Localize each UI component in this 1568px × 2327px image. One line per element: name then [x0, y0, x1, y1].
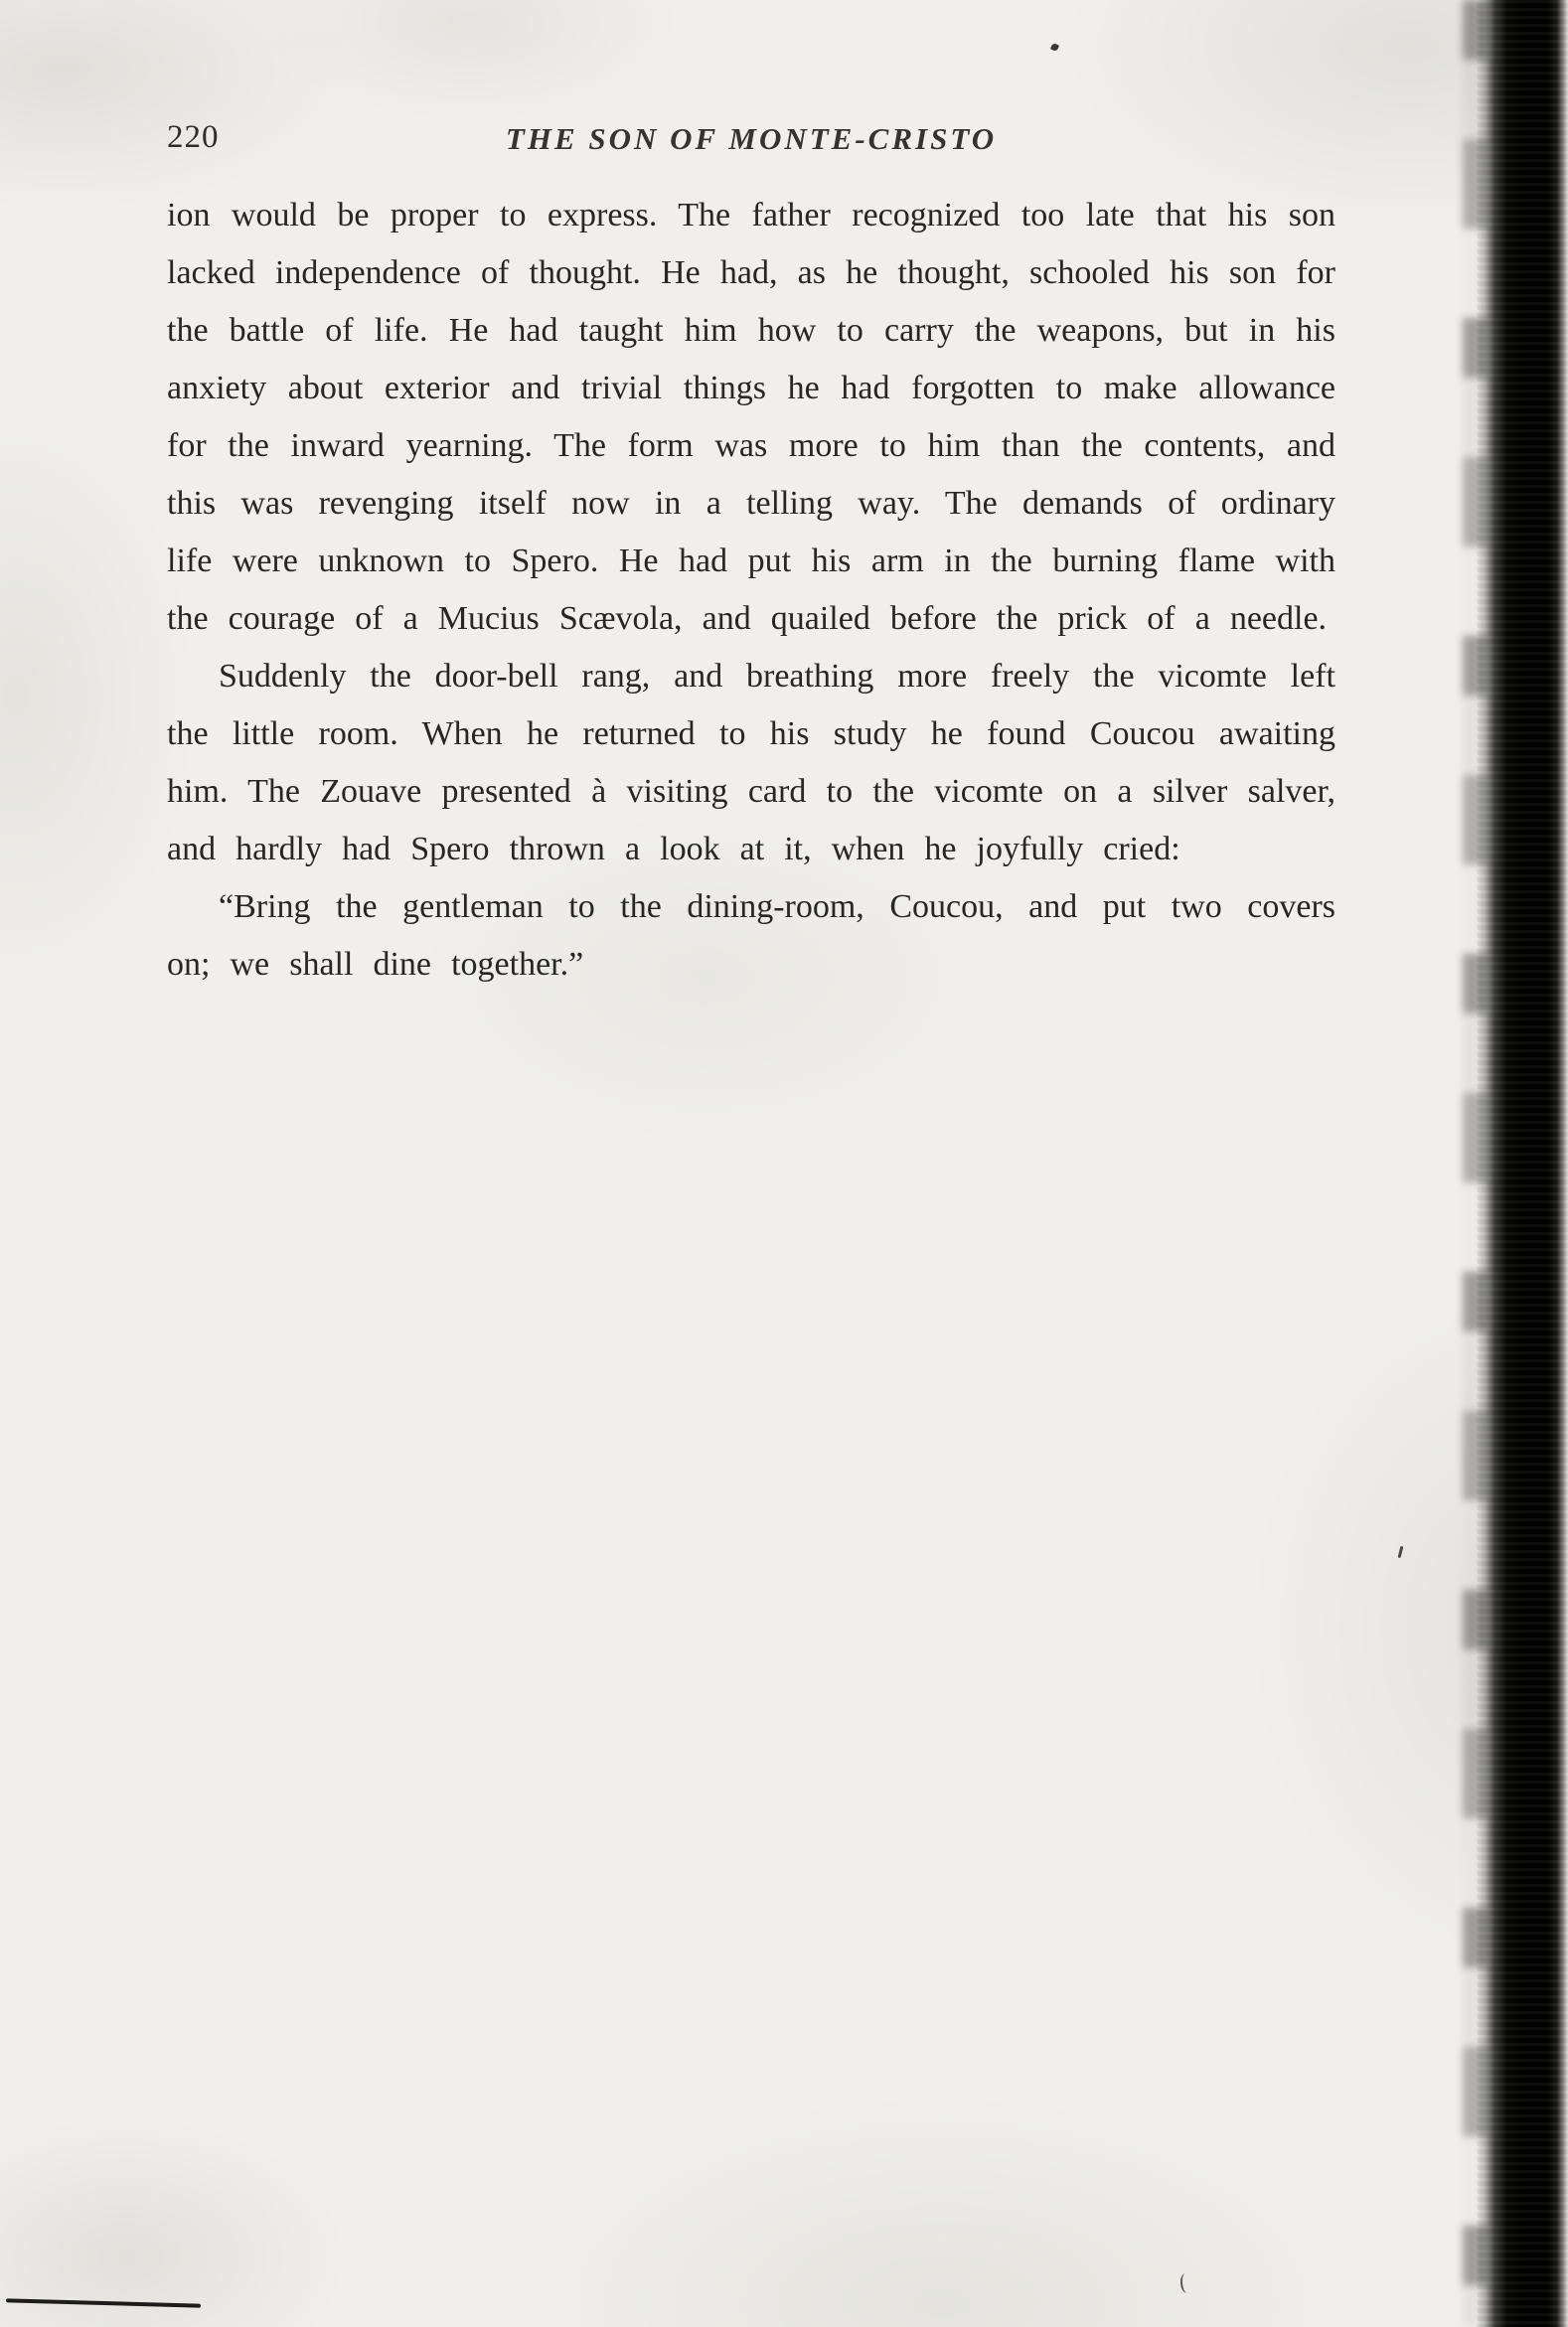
paragraph: “Bring the gentleman to the dining-room, Coucou, and put two covers on; we shall dine together.” — [167, 888, 1335, 983]
scan-speck — [1398, 1546, 1404, 1558]
body-text — [167, 187, 1335, 994]
scan-binding-shadow — [1477, 0, 1568, 2327]
page-header — [167, 117, 1335, 163]
running-header: THE SON OF MONTE-CRISTO — [505, 121, 998, 156]
paragraph: ion would be proper to express. The father recognized too late that his son lacked independence of thought. He had, as he thought, schooled his son for the battle of life. He had taught him how to carry the weapons, but in his anxiety about exterior and trivial things he had forgotten to make allowance for the inward yearning. The form was more to him than the contents, and this was revenging itself now in a telling way. The demands of ordinary life were unknown to Spero. He had put his arm in the burning flame with the courage of a Mucius Scævola, and quailed before the prick of a needle. — [167, 197, 1335, 637]
scan-speck — [1179, 2272, 1193, 2293]
paragraph: Suddenly the door-bell rang, and breathing more freely the vicomte left the little room. When he returned to his study he found Coucou awaiting him. The Zouave presented à visiting card to the vicomte on a silver salver, and hardly had Spero thrown a look at it, when he joyfully cried: — [167, 658, 1335, 867]
scan-line-artifact — [6, 2298, 201, 2307]
scan-speck — [1050, 43, 1059, 52]
page-number: 220 — [167, 119, 220, 155]
